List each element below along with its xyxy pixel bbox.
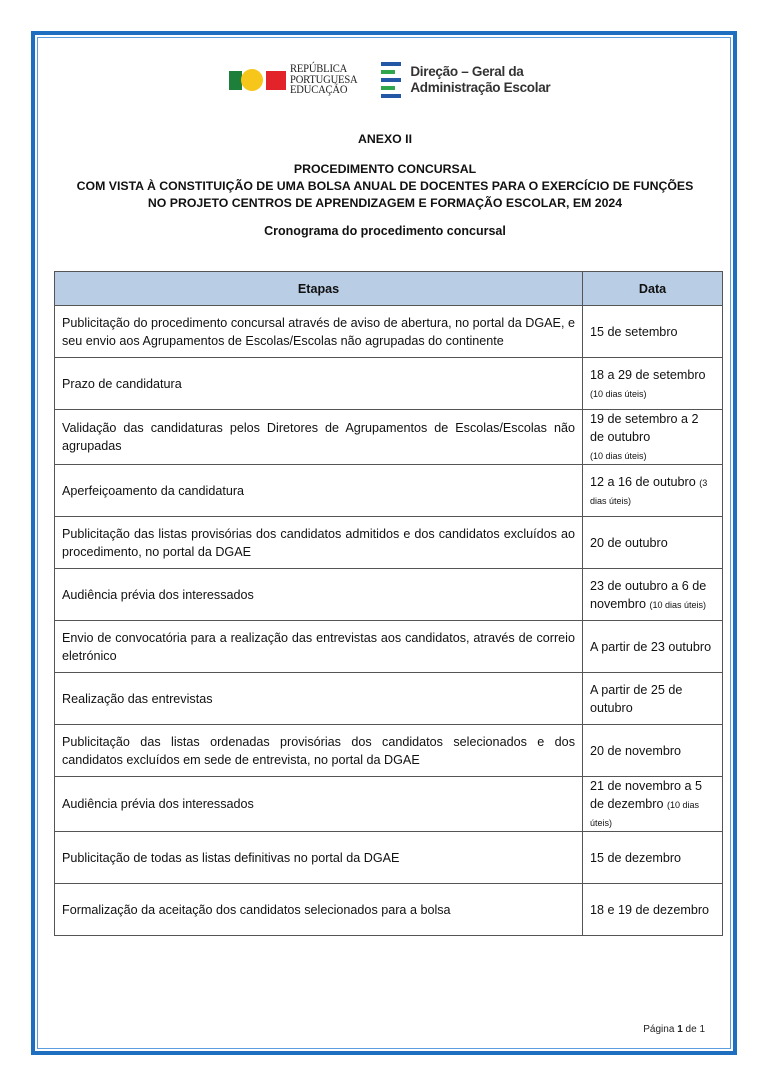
date-cell <box>583 465 723 517</box>
table-row <box>55 621 723 673</box>
date-note: (3 dias úteis) <box>590 477 708 506</box>
stage-cell: Audiência prévia dos interessados <box>55 777 583 832</box>
table-row <box>55 673 723 725</box>
stage-cell: Validação das candidaturas pelos Diretores de Agrupamentos de Escolas/Escolas não agrupadas <box>55 410 583 465</box>
document-titles <box>40 131 730 239</box>
republica-flag-icon <box>229 70 286 90</box>
stage-cell: Audiência prévia dos interessados <box>55 569 583 621</box>
procedure-title-line: COM VISTA À CONSTITUIÇÃO DE UMA BOLSA ANUAL DE DOCENTES PARA O EXERCÍCIO DE FUNÇÕES <box>76 179 694 193</box>
date-note: (10 dias úteis) <box>590 451 647 461</box>
dgae-bar-green <box>381 86 395 90</box>
page-separator: de <box>685 1024 697 1035</box>
date-cell <box>583 358 723 410</box>
table-row <box>55 465 723 517</box>
table-row <box>55 884 723 936</box>
date-value: 20 de novembro <box>590 743 682 758</box>
date-cell <box>583 306 723 358</box>
page-label: Página <box>643 1024 675 1035</box>
date-note: (10 dias úteis) <box>590 388 647 399</box>
stage-cell: Aperfeiçoamento da candidatura <box>55 465 583 517</box>
stage-cell: Publicitação das listas provisórias dos candidatos admitidos e dos candidatos excluídos ao procedimento, no portal da DGAE <box>55 517 583 569</box>
date-value: 12 a 16 de outubro <box>590 474 696 489</box>
column-header-stages: Etapas <box>55 272 583 306</box>
procedure-title-line: NO PROJETO CENTROS DE APRENDIZAGEM E FORMAÇÃO ESCOLAR, EM 2024 <box>147 196 623 210</box>
dgae-logo-text <box>410 64 550 96</box>
republica-logo-text <box>290 64 357 96</box>
table-row <box>55 306 723 358</box>
date-value: 15 de setembro <box>590 324 678 339</box>
date-cell <box>583 884 723 936</box>
stage-cell: Formalização da aceitação dos candidatos selecionados para a bolsa <box>55 884 583 936</box>
date-value: 23 de outubro a 6 de novembro <box>590 578 707 611</box>
date-note: (10 dias úteis) <box>590 800 700 828</box>
date-cell <box>583 410 723 465</box>
date-cell <box>583 621 723 673</box>
dgae-bar-blue <box>381 94 401 98</box>
table-header-row <box>55 272 723 306</box>
date-cell <box>583 569 723 621</box>
republica-logo-line: REPÚBLICA <box>290 63 348 76</box>
stage-cell: Prazo de candidatura <box>55 358 583 410</box>
table-row <box>55 832 723 884</box>
dgae-bar-blue <box>381 62 401 66</box>
table-row <box>55 569 723 621</box>
page-number <box>643 1024 705 1035</box>
date-value: 18 a 29 de setembro <box>590 367 706 382</box>
table-row <box>55 517 723 569</box>
dgae-logo <box>381 62 550 98</box>
date-value: 15 de dezembro <box>590 850 682 865</box>
table-body <box>55 306 723 936</box>
republica-logo-line: PORTUGUESA <box>290 73 358 86</box>
table-row <box>55 725 723 777</box>
date-note: (10 dias úteis) <box>649 599 707 610</box>
date-cell <box>583 725 723 777</box>
date-cell <box>583 832 723 884</box>
date-cell <box>583 517 723 569</box>
date-value: 18 e 19 de dezembro <box>590 902 710 917</box>
flag-red-block <box>266 71 286 90</box>
date-value: 20 de outubro <box>590 535 668 550</box>
republica-portuguesa-logo <box>229 64 363 96</box>
date-value: A partir de 25 de outubro <box>590 682 683 715</box>
table-row <box>55 410 723 465</box>
republica-logo-line: EDUCAÇÃO <box>290 84 348 97</box>
procedure-title-block <box>40 161 730 212</box>
date-cell <box>583 673 723 725</box>
dgae-bars-icon <box>381 62 401 98</box>
table-row <box>55 358 723 410</box>
table-row <box>55 777 723 832</box>
stage-cell: Publicitação das listas ordenadas provisórias dos candidatos selecionados e dos candidatos excluídos em sede de entrevista, no portal da DGAE <box>55 725 583 777</box>
stage-cell: Envio de convocatória para a realização das entrevistas aos candidatos, através de correio eletrónico <box>55 621 583 673</box>
stage-cell: Publicitação do procedimento concursal através de aviso de abertura, no portal da DGAE, e seu envio aos Agrupamentos de Escolas/Escolas não agrupadas do continente <box>55 306 583 358</box>
page-current: 1 <box>677 1024 683 1035</box>
date-cell <box>583 777 723 832</box>
annex-title: ANEXO II <box>358 132 412 146</box>
dgae-bar-green <box>381 70 395 74</box>
date-value: A partir de 23 outubro <box>590 639 712 654</box>
dgae-logo-line: Direção – Geral da <box>410 64 524 79</box>
date-value: 21 de novembro a 5 de dezembro <box>590 779 703 811</box>
column-header-date: Data <box>583 272 723 306</box>
header-logos <box>229 60 550 100</box>
schedule-table <box>54 271 723 936</box>
procedure-title: PROCEDIMENTO CONCURSAL <box>293 162 477 176</box>
page-total: 1 <box>699 1024 705 1035</box>
dgae-logo-line: Administração Escolar <box>410 80 551 95</box>
stage-cell: Publicitação de todas as listas definitivas no portal da DGAE <box>55 832 583 884</box>
flag-yellow-circle <box>241 69 263 91</box>
stage-cell: Realização das entrevistas <box>55 673 583 725</box>
date-value: 19 de setembro a 2 de outubro <box>590 412 699 444</box>
schedule-subtitle: Cronograma do procedimento concursal <box>264 224 506 238</box>
dgae-bar-blue <box>381 78 401 82</box>
